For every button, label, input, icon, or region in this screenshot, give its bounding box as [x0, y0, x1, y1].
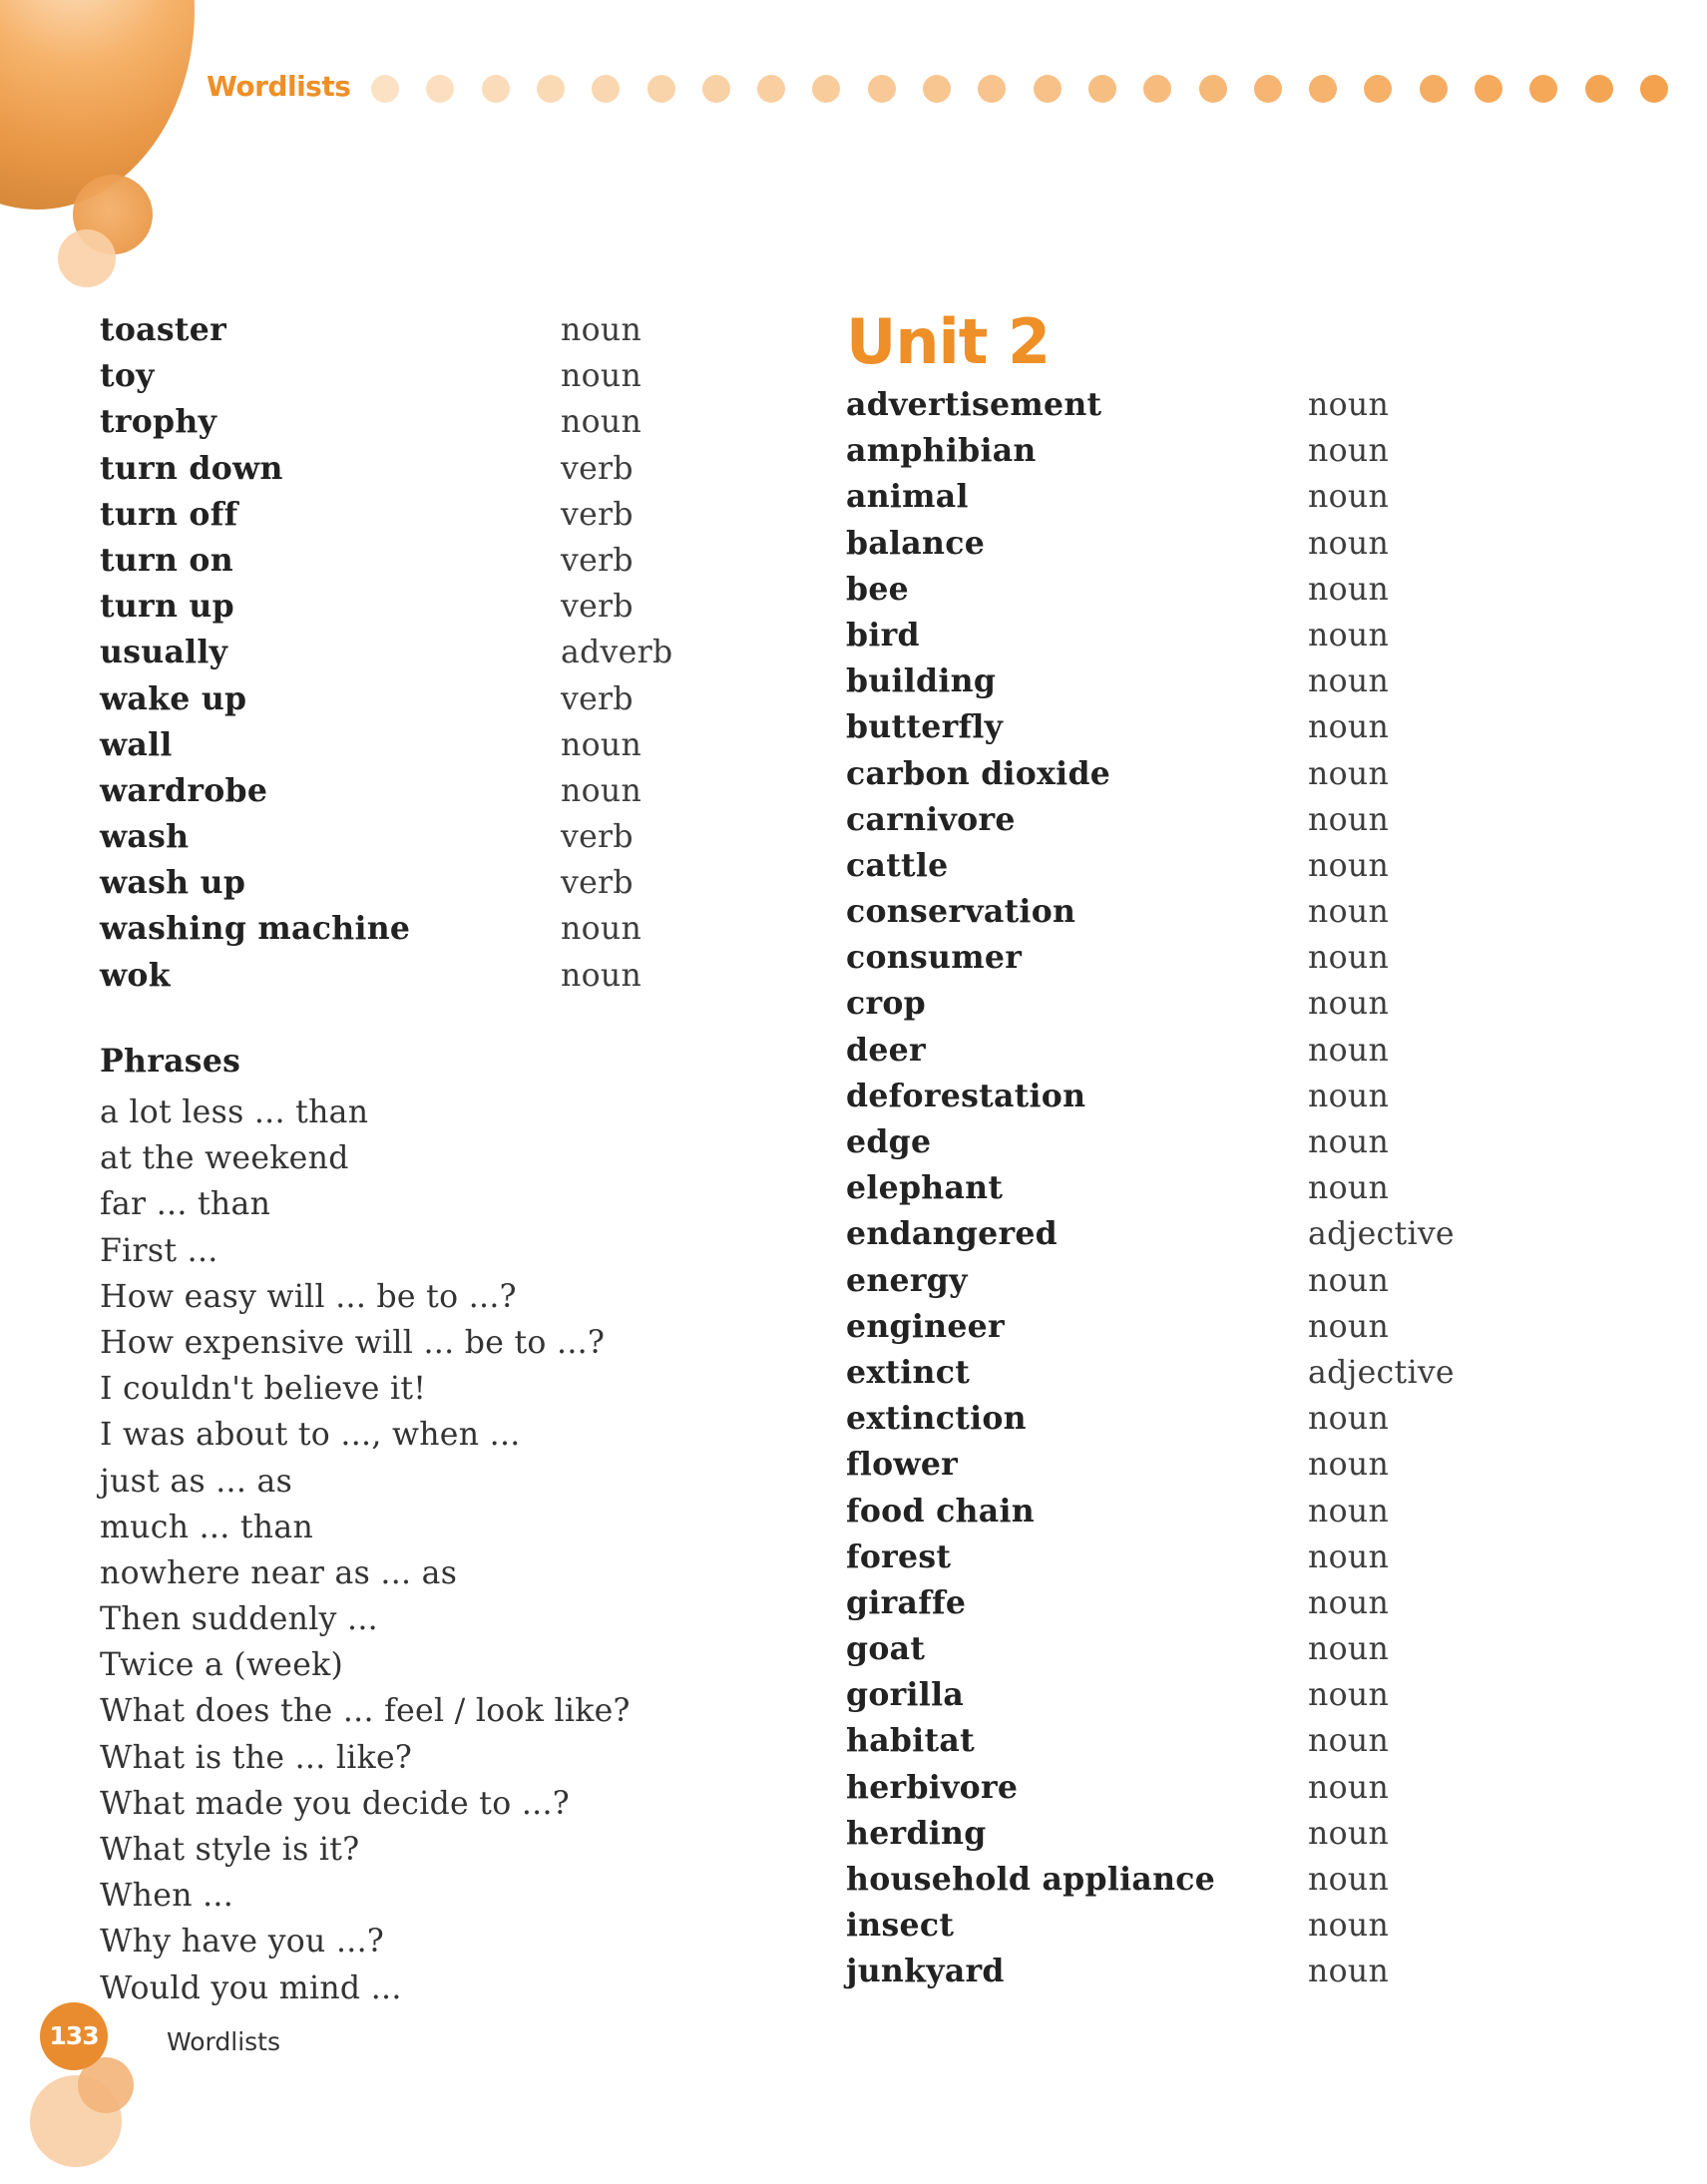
part-of-speech: noun: [561, 911, 642, 948]
word-row: [846, 1258, 1604, 1304]
headword: insect: [846, 1907, 955, 1945]
part-of-speech: noun: [1308, 986, 1390, 1023]
part-of-speech: noun: [1308, 1170, 1390, 1207]
part-of-speech: noun: [561, 358, 642, 395]
word-row: [100, 906, 698, 952]
part-of-speech: noun: [1308, 1862, 1390, 1898]
headword: amphibian: [846, 432, 1037, 470]
header-dot-row: [371, 75, 1707, 107]
word-row: [846, 1165, 1604, 1211]
part-of-speech: noun: [1308, 1401, 1390, 1438]
headword: turn down: [100, 449, 283, 487]
headword: wake up: [100, 679, 247, 717]
phrase-item: What style is it?: [100, 1832, 360, 1868]
header-dot: [812, 75, 840, 103]
word-row: [846, 843, 1604, 889]
word-row: [100, 953, 698, 999]
word-row: [846, 1396, 1604, 1442]
headword: carnivore: [846, 800, 1016, 838]
word-row: [846, 1857, 1604, 1903]
word-row: [100, 307, 698, 353]
word-row: [846, 1534, 1604, 1580]
word-row: [846, 1949, 1604, 1994]
header-dot: [757, 75, 785, 103]
phrase-item: When ...: [100, 1878, 234, 1915]
header-dot: [1640, 75, 1668, 103]
decorative-circle-small: [58, 229, 116, 287]
part-of-speech: noun: [1308, 387, 1390, 423]
page-number-badge: 133: [40, 2002, 108, 2070]
part-of-speech: verb: [561, 589, 634, 626]
headword: deer: [846, 1031, 926, 1069]
headword: endangered: [846, 1215, 1059, 1253]
part-of-speech: noun: [1308, 1815, 1390, 1852]
header-dot: [426, 75, 454, 103]
word-row: [100, 768, 698, 814]
header-dot: [923, 75, 951, 103]
word-row: [846, 704, 1604, 750]
part-of-speech: noun: [1308, 1262, 1390, 1299]
header-title: Wordlists: [207, 70, 351, 103]
headword: usually: [100, 634, 228, 671]
part-of-speech: noun: [1308, 1032, 1390, 1069]
header-dot: [1143, 75, 1171, 103]
word-row: [100, 584, 698, 630]
header-dot: [1309, 75, 1337, 103]
word-row: [100, 446, 698, 492]
header-dot: [371, 75, 399, 103]
phrase-item: I couldn't believe it!: [100, 1371, 427, 1408]
phrase-item: What does the ... feel / look like?: [100, 1693, 631, 1730]
part-of-speech: noun: [1308, 1584, 1390, 1621]
header-dot: [482, 75, 510, 103]
word-row: [846, 1211, 1604, 1257]
part-of-speech: verb: [561, 819, 634, 856]
word-row: [100, 814, 698, 860]
phrase-item: much ... than: [100, 1509, 314, 1545]
part-of-speech: noun: [1308, 755, 1390, 792]
phrases-heading: Phrases: [100, 1043, 241, 1080]
headword: flower: [846, 1446, 959, 1484]
word-row: [846, 1304, 1604, 1350]
header-dot: [702, 75, 730, 103]
word-row: [846, 382, 1604, 428]
header-dot: [1475, 75, 1502, 103]
part-of-speech: verb: [561, 496, 634, 533]
header-dot: [537, 75, 565, 103]
phrase-list: [100, 1090, 748, 2011]
word-row: [846, 474, 1604, 520]
part-of-speech: noun: [1308, 479, 1390, 516]
headword: crop: [846, 985, 927, 1023]
header-dot: [1585, 75, 1613, 103]
headword: toaster: [100, 311, 226, 348]
part-of-speech: verb: [561, 542, 634, 579]
phrase-item: at the weekend: [100, 1140, 349, 1177]
headword: cattle: [846, 846, 949, 884]
left-word-list: [100, 307, 698, 999]
word-row: [846, 935, 1604, 981]
phrase-item: Why have you ...?: [100, 1924, 385, 1961]
word-row: [846, 613, 1604, 658]
word-row: [100, 353, 698, 399]
part-of-speech: noun: [1308, 1493, 1390, 1529]
word-row: [846, 1626, 1604, 1672]
part-of-speech: noun: [1308, 663, 1390, 700]
headword: washing machine: [100, 910, 411, 948]
headword: wall: [100, 725, 173, 763]
headword: extinction: [846, 1400, 1027, 1438]
part-of-speech: noun: [1308, 1908, 1390, 1945]
header-dot: [868, 75, 896, 103]
part-of-speech: noun: [1308, 525, 1390, 562]
part-of-speech: noun: [1308, 1769, 1390, 1806]
unit-title: Unit 2: [846, 305, 1051, 378]
phrase-item: What is the ... like?: [100, 1739, 413, 1776]
word-row: [100, 722, 698, 768]
part-of-speech: verb: [561, 450, 634, 487]
part-of-speech: noun: [1308, 1308, 1390, 1345]
word-row: [846, 428, 1604, 474]
headword: junkyard: [846, 1953, 1005, 1990]
headword: extinct: [846, 1353, 971, 1391]
header-dot: [592, 75, 620, 103]
part-of-speech: noun: [1308, 847, 1390, 884]
part-of-speech: adverb: [561, 635, 673, 671]
phrase-item: a lot less ... than: [100, 1094, 369, 1130]
word-row: [846, 1489, 1604, 1534]
header-dot: [1034, 75, 1062, 103]
headword: advertisement: [846, 386, 1102, 423]
phrase-item: just as ... as: [100, 1463, 293, 1500]
headword: building: [846, 662, 997, 700]
phrase-item: How expensive will ... be to ...?: [100, 1324, 606, 1361]
headword: elephant: [846, 1169, 1004, 1207]
part-of-speech: noun: [1308, 1538, 1390, 1575]
part-of-speech: noun: [561, 312, 642, 348]
headword: giraffe: [846, 1583, 967, 1621]
word-row: [846, 751, 1604, 797]
word-row: [846, 1028, 1604, 1074]
headword: forest: [846, 1537, 952, 1575]
headword: animal: [846, 478, 969, 516]
headword: wash up: [100, 864, 246, 902]
part-of-speech: verb: [561, 680, 634, 717]
headword: goat: [846, 1630, 926, 1668]
word-row: [846, 1119, 1604, 1165]
phrase-item: What made you decide to ...?: [100, 1785, 570, 1822]
part-of-speech: noun: [1308, 940, 1390, 977]
word-row: [846, 981, 1604, 1027]
headword: balance: [846, 524, 986, 562]
header-dot: [647, 75, 675, 103]
word-row: [846, 1580, 1604, 1626]
headword: bird: [846, 616, 920, 654]
headword: toy: [100, 357, 155, 395]
part-of-speech: noun: [1308, 1723, 1390, 1760]
word-row: [100, 860, 698, 906]
headword: butterfly: [846, 708, 1004, 746]
headword: turn up: [100, 588, 234, 626]
word-row: [846, 797, 1604, 843]
headword: consumer: [846, 939, 1023, 977]
headword: food chain: [846, 1492, 1035, 1529]
header-dot: [1199, 75, 1227, 103]
part-of-speech: noun: [1308, 1124, 1390, 1160]
header-dot: [1254, 75, 1282, 103]
phrase-item: How easy will ... be to ...?: [100, 1278, 517, 1315]
part-of-speech: noun: [1308, 1447, 1390, 1484]
headword: engineer: [846, 1307, 1005, 1345]
phrase-item: Then suddenly ...: [100, 1601, 378, 1638]
part-of-speech: noun: [561, 772, 642, 809]
word-row: [846, 1350, 1604, 1396]
part-of-speech: verb: [561, 865, 634, 902]
word-row: [100, 676, 698, 722]
headword: trophy: [100, 403, 217, 441]
headword: deforestation: [846, 1077, 1086, 1114]
header-dot: [1088, 75, 1116, 103]
part-of-speech: noun: [1308, 1631, 1390, 1668]
phrase-item: far ... than: [100, 1186, 271, 1223]
header-dot: [1364, 75, 1392, 103]
word-row: [100, 630, 698, 675]
word-row: [846, 889, 1604, 935]
part-of-speech: noun: [561, 404, 642, 441]
phrase-item: Would you mind ...: [100, 1969, 402, 2006]
part-of-speech: noun: [1308, 894, 1390, 931]
header-dot: [1529, 75, 1557, 103]
word-row: [846, 567, 1604, 613]
headword: wok: [100, 956, 171, 994]
part-of-speech: noun: [1308, 1677, 1390, 1714]
word-row: [846, 1074, 1604, 1119]
headword: habitat: [846, 1722, 975, 1760]
headword: herding: [846, 1814, 987, 1852]
headword: herbivore: [846, 1768, 1019, 1806]
word-row: [846, 1718, 1604, 1764]
headword: carbon dioxide: [846, 754, 1111, 792]
phrase-item: Twice a (week): [100, 1647, 344, 1684]
phrase-item: First ...: [100, 1232, 218, 1269]
footer-label: Wordlists: [167, 2027, 281, 2056]
headword: gorilla: [846, 1676, 965, 1714]
phrase-item: nowhere near as ... as: [100, 1554, 458, 1591]
phrase-item: I was about to ..., when ...: [100, 1417, 521, 1454]
part-of-speech: noun: [1308, 801, 1390, 838]
part-of-speech: noun: [1308, 617, 1390, 654]
word-row: [846, 1903, 1604, 1949]
part-of-speech: adjective: [1308, 1216, 1455, 1253]
word-row: [846, 658, 1604, 704]
part-of-speech: adjective: [1308, 1354, 1455, 1391]
part-of-speech: noun: [1308, 1078, 1390, 1114]
headword: wardrobe: [100, 771, 268, 809]
word-row: [100, 538, 698, 584]
word-row: [846, 1442, 1604, 1488]
part-of-speech: noun: [561, 957, 642, 994]
word-row: [846, 1765, 1604, 1811]
part-of-speech: noun: [561, 726, 642, 763]
headword: energy: [846, 1261, 968, 1299]
word-row: [846, 1811, 1604, 1857]
part-of-speech: noun: [1308, 571, 1390, 608]
word-row: [846, 521, 1604, 567]
part-of-speech: noun: [1308, 433, 1390, 470]
unit-word-list: [846, 382, 1604, 1995]
header-dot: [1420, 75, 1448, 103]
part-of-speech: noun: [1308, 709, 1390, 746]
headword: edge: [846, 1123, 932, 1160]
headword: turn on: [100, 541, 233, 579]
headword: household appliance: [846, 1861, 1216, 1898]
headword: wash: [100, 818, 190, 856]
word-row: [100, 492, 698, 538]
header-dot: [978, 75, 1006, 103]
headword: turn off: [100, 495, 238, 533]
headword: bee: [846, 570, 910, 608]
headword: conservation: [846, 893, 1076, 931]
part-of-speech: noun: [1308, 1954, 1390, 1990]
word-row: [100, 399, 698, 445]
word-row: [846, 1672, 1604, 1718]
